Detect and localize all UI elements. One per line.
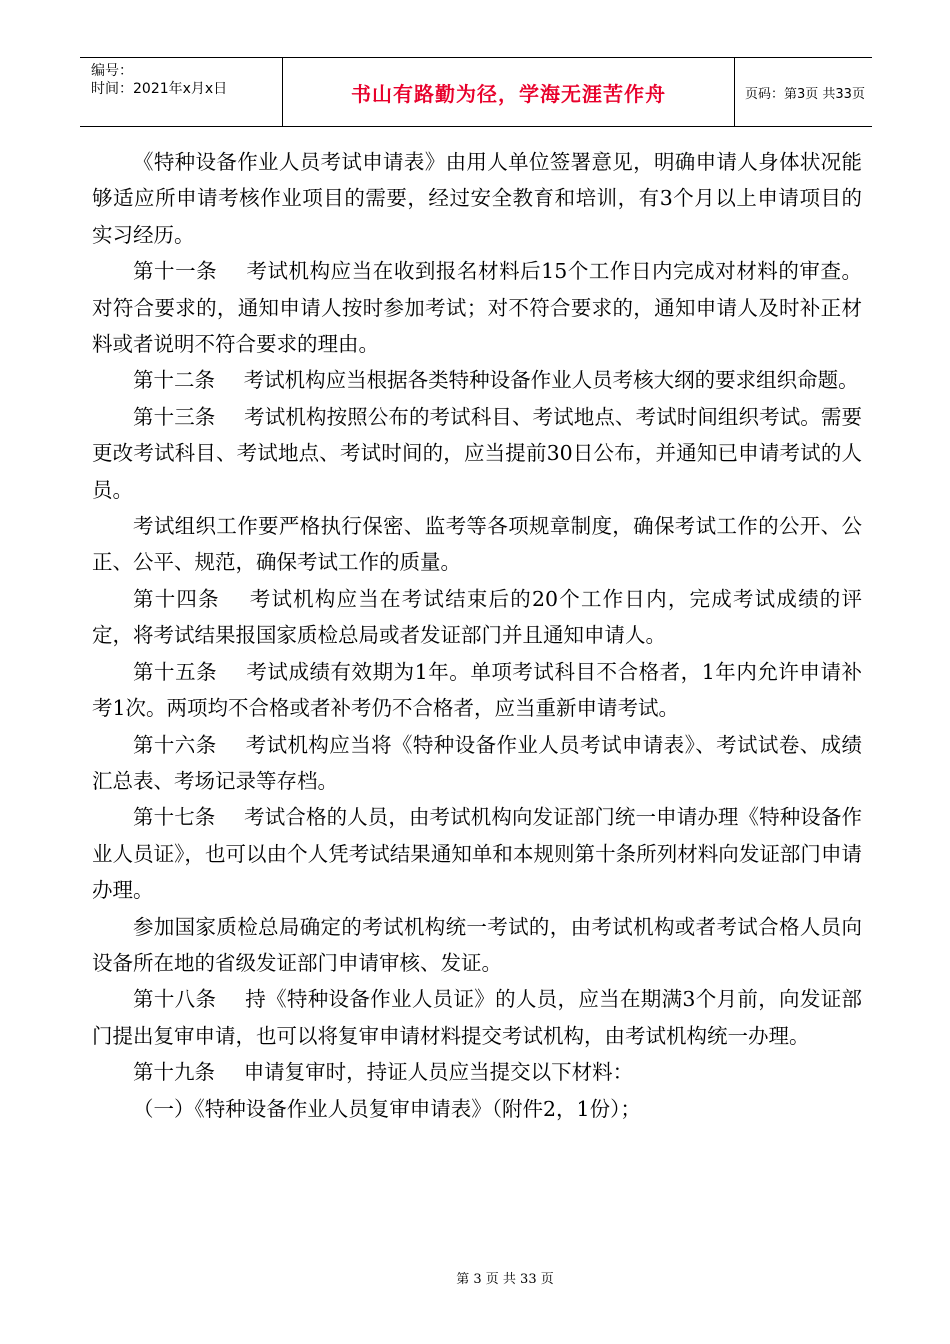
- page-header: [80, 57, 872, 127]
- header-page-code: 页码：第3页 共33页: [745, 86, 865, 102]
- body-paragraph: [92, 362, 862, 398]
- article-number: 第十一条: [133, 259, 218, 284]
- article-number: 第十四条: [133, 586, 220, 611]
- paragraph-text: 考试机构应当将《特种设备作业人员考试申请表》、考试试卷、成绩汇总表、考场记录等存档。: [92, 732, 863, 793]
- article-number: 第十八条: [133, 987, 217, 1012]
- document-number-label: 编号：: [91, 63, 133, 79]
- paragraph-text: 《特种设备作业人员考试申请表》由用人单位签署意见，明确申请人身体状况能够适应所申请考核作业项目的需要，经过安全教育和培训，有3个月以上申请项目的实习经历。: [92, 150, 862, 247]
- article-number: 第十九条: [133, 1060, 215, 1085]
- article-number: 第十七条: [133, 805, 216, 830]
- header-meta: [80, 58, 282, 126]
- paragraph-text: 申请复审时，持证人员应当提交以下材料：: [243, 1060, 634, 1085]
- paragraph-text: 参加国家质检总局确定的考试机构统一考试的，由考试机构或者考试合格人员向设备所在地的省级发证部门申请审核、发证。: [92, 914, 862, 975]
- body-paragraph: [92, 654, 862, 727]
- document-time-label: 时间：2021年x月x日: [91, 81, 228, 97]
- body-paragraph: [92, 1054, 862, 1090]
- paragraph-text: （一）《特种设备作业人员复审申请表》（附件2，1份）；: [133, 1096, 641, 1121]
- paragraph-text: 持《特种设备作业人员证》的人员，应当在期满3个月前，向发证部门提出复审申请，也可以将复审申请材料提交考试机构，由考试机构统一办理。: [92, 987, 863, 1048]
- paragraph-text: 考试机构应当根据各类特种设备作业人员考核大纲的要求组织命题。: [243, 368, 859, 393]
- paragraph-text: 考试合格的人员，由考试机构向发证部门统一申请办理《特种设备作业人员证》，也可以由个人凭考试结果通知单和本规则第十条所列材料向发证部门申请办理。: [92, 805, 862, 903]
- paragraph-text: 考试机构按照公布的考试科目、考试地点、考试时间组织考试。需要更改考试科目、考试地点、考试时间的，应当提前30日公布，并通知已申请考试的人员。: [92, 404, 862, 502]
- header-motto-cell: [282, 58, 735, 126]
- body-paragraph: [92, 909, 862, 982]
- body-paragraph: [92, 144, 862, 253]
- body-paragraph: [92, 727, 862, 800]
- paragraph-text: 考试成绩有效期为1年。单项考试科目不合格者，1年内允许申请补考1次。两项均不合格或者补考仍不合格者，应当重新申请考试。: [92, 659, 863, 721]
- document-body: [92, 144, 862, 1127]
- page-footer: 第 3 页 共 33 页: [456, 1272, 554, 1287]
- article-number: 第十五条: [133, 659, 218, 684]
- body-paragraph: [92, 508, 862, 581]
- paragraph-text: 考试机构应当在收到报名材料后15个工作日内完成对材料的审查。对符合要求的，通知申请人按时参加考试；对不符合要求的，通知申请人及时补正材料或者说明不符合要求的理由。: [92, 259, 863, 357]
- article-number: 第十三条: [133, 404, 216, 429]
- body-paragraph: [92, 981, 862, 1054]
- paragraph-text: 考试组织工作要严格执行保密、监考等各项规章制度，确保考试工作的公开、公正、公平、规范，确保考试工作的质量。: [92, 514, 862, 575]
- article-number: 第十六条: [133, 732, 217, 757]
- body-paragraph: [92, 799, 862, 908]
- body-paragraph: [92, 581, 862, 654]
- article-number: 第十二条: [133, 368, 215, 393]
- body-paragraph: [92, 1091, 862, 1127]
- paragraph-text: 考试机构应当在考试结束后的20个工作日内，完成考试成绩的评定，将考试结果报国家质检总局或者发证部门并且通知申请人。: [92, 586, 862, 648]
- body-paragraph: [92, 399, 862, 508]
- body-paragraph: [92, 253, 862, 362]
- header-motto: 书山有路勤为径，学海无涯苦作舟: [351, 81, 666, 106]
